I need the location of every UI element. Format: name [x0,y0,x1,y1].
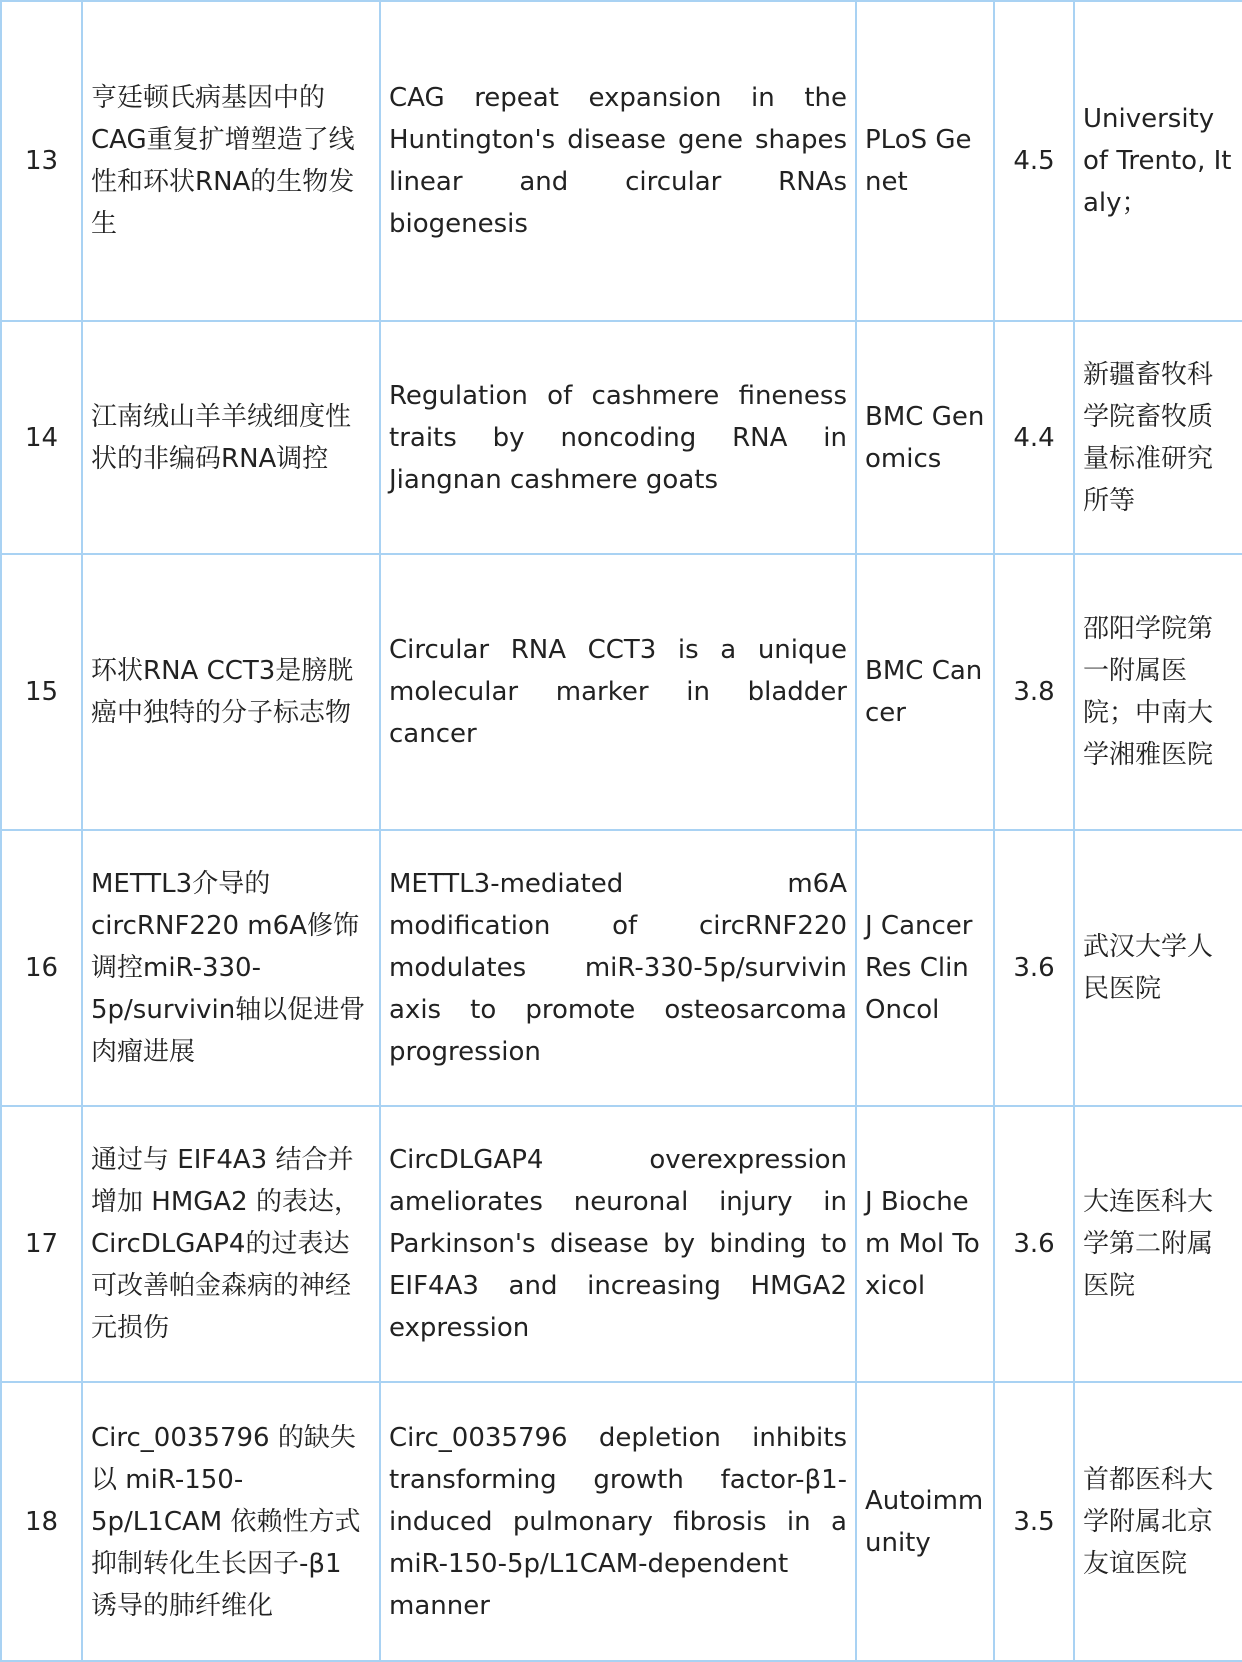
journal-name: BMC Cancer [856,554,994,830]
row-number: 13 [1,1,82,321]
table-row [1,554,1242,830]
table-row [1,1106,1242,1382]
row-number: 16 [1,830,82,1106]
chinese-title: Circ_0035796 的缺失以 miR-150-5p/L1CAM 依赖性方式抑制转化生长因子-β1 诱导的肺纤维化 [82,1382,380,1661]
institution: University of Trento, Italy； [1074,1,1242,321]
row-number: 17 [1,1106,82,1382]
table-row [1,1382,1242,1661]
english-title: METTL3-mediated m6A modification of circRNF220 modulates miR-330-5p/survivin axis to promote osteosarcoma progression [380,830,856,1106]
impact-factor: 3.8 [994,554,1074,830]
row-number: 15 [1,554,82,830]
table-row [1,321,1242,554]
journal-name: PLoS Genet [856,1,994,321]
impact-factor: 4.4 [994,321,1074,554]
journal-name: BMC Genomics [856,321,994,554]
impact-factor: 3.6 [994,1106,1074,1382]
institution: 大连医科大学第二附属医院 [1074,1106,1242,1382]
institution: 首都医科大学附属北京友谊医院 [1074,1382,1242,1661]
impact-factor: 3.5 [994,1382,1074,1661]
chinese-title: 亨廷顿氏病基因中的CAG重复扩增塑造了线性和环状RNA的生物发生 [82,1,380,321]
english-title: Circ_0035796 depletion inhibits transforming growth factor-β1-induced pulmonary fibrosis in a miR-150-5p/L1CAM-dependent manner [380,1382,856,1661]
row-number: 18 [1,1382,82,1661]
row-number: 14 [1,321,82,554]
english-title: Regulation of cashmere fineness traits by noncoding RNA in Jiangnan cashmere goats [380,321,856,554]
journal-name: Autoimmunity [856,1382,994,1661]
chinese-title: 通过与 EIF4A3 结合并增加 HMGA2 的表达，CircDLGAP4的过表达可改善帕金森病的神经元损伤 [82,1106,380,1382]
institution: 武汉大学人民医院 [1074,830,1242,1106]
institution: 邵阳学院第一附属医院；中南大学湘雅医院 [1074,554,1242,830]
chinese-title: METTL3介导的circRNF220 m6A修饰调控miR-330-5p/survivin轴以促进骨肉瘤进展 [82,830,380,1106]
impact-factor: 4.5 [994,1,1074,321]
chinese-title: 江南绒山羊羊绒细度性状的非编码RNA调控 [82,321,380,554]
table-row [1,830,1242,1106]
chinese-title: 环状RNA CCT3是膀胱癌中独特的分子标志物 [82,554,380,830]
english-title: CircDLGAP4 overexpression ameliorates neuronal injury in Parkinson's disease by binding to EIF4A3 and increasing HMGA2 expression [380,1106,856,1382]
english-title: CAG repeat expansion in the Huntington's disease gene shapes linear and circular RNAs biogenesis [380,1,856,321]
table-row [1,1,1242,321]
english-title: Circular RNA CCT3 is a unique molecular marker in bladder cancer [380,554,856,830]
institution: 新疆畜牧科学院畜牧质量标准研究所等 [1074,321,1242,554]
journal-name: J Biochem Mol Toxicol [856,1106,994,1382]
journal-name: J Cancer Res Clin Oncol [856,830,994,1106]
impact-factor: 3.6 [994,830,1074,1106]
